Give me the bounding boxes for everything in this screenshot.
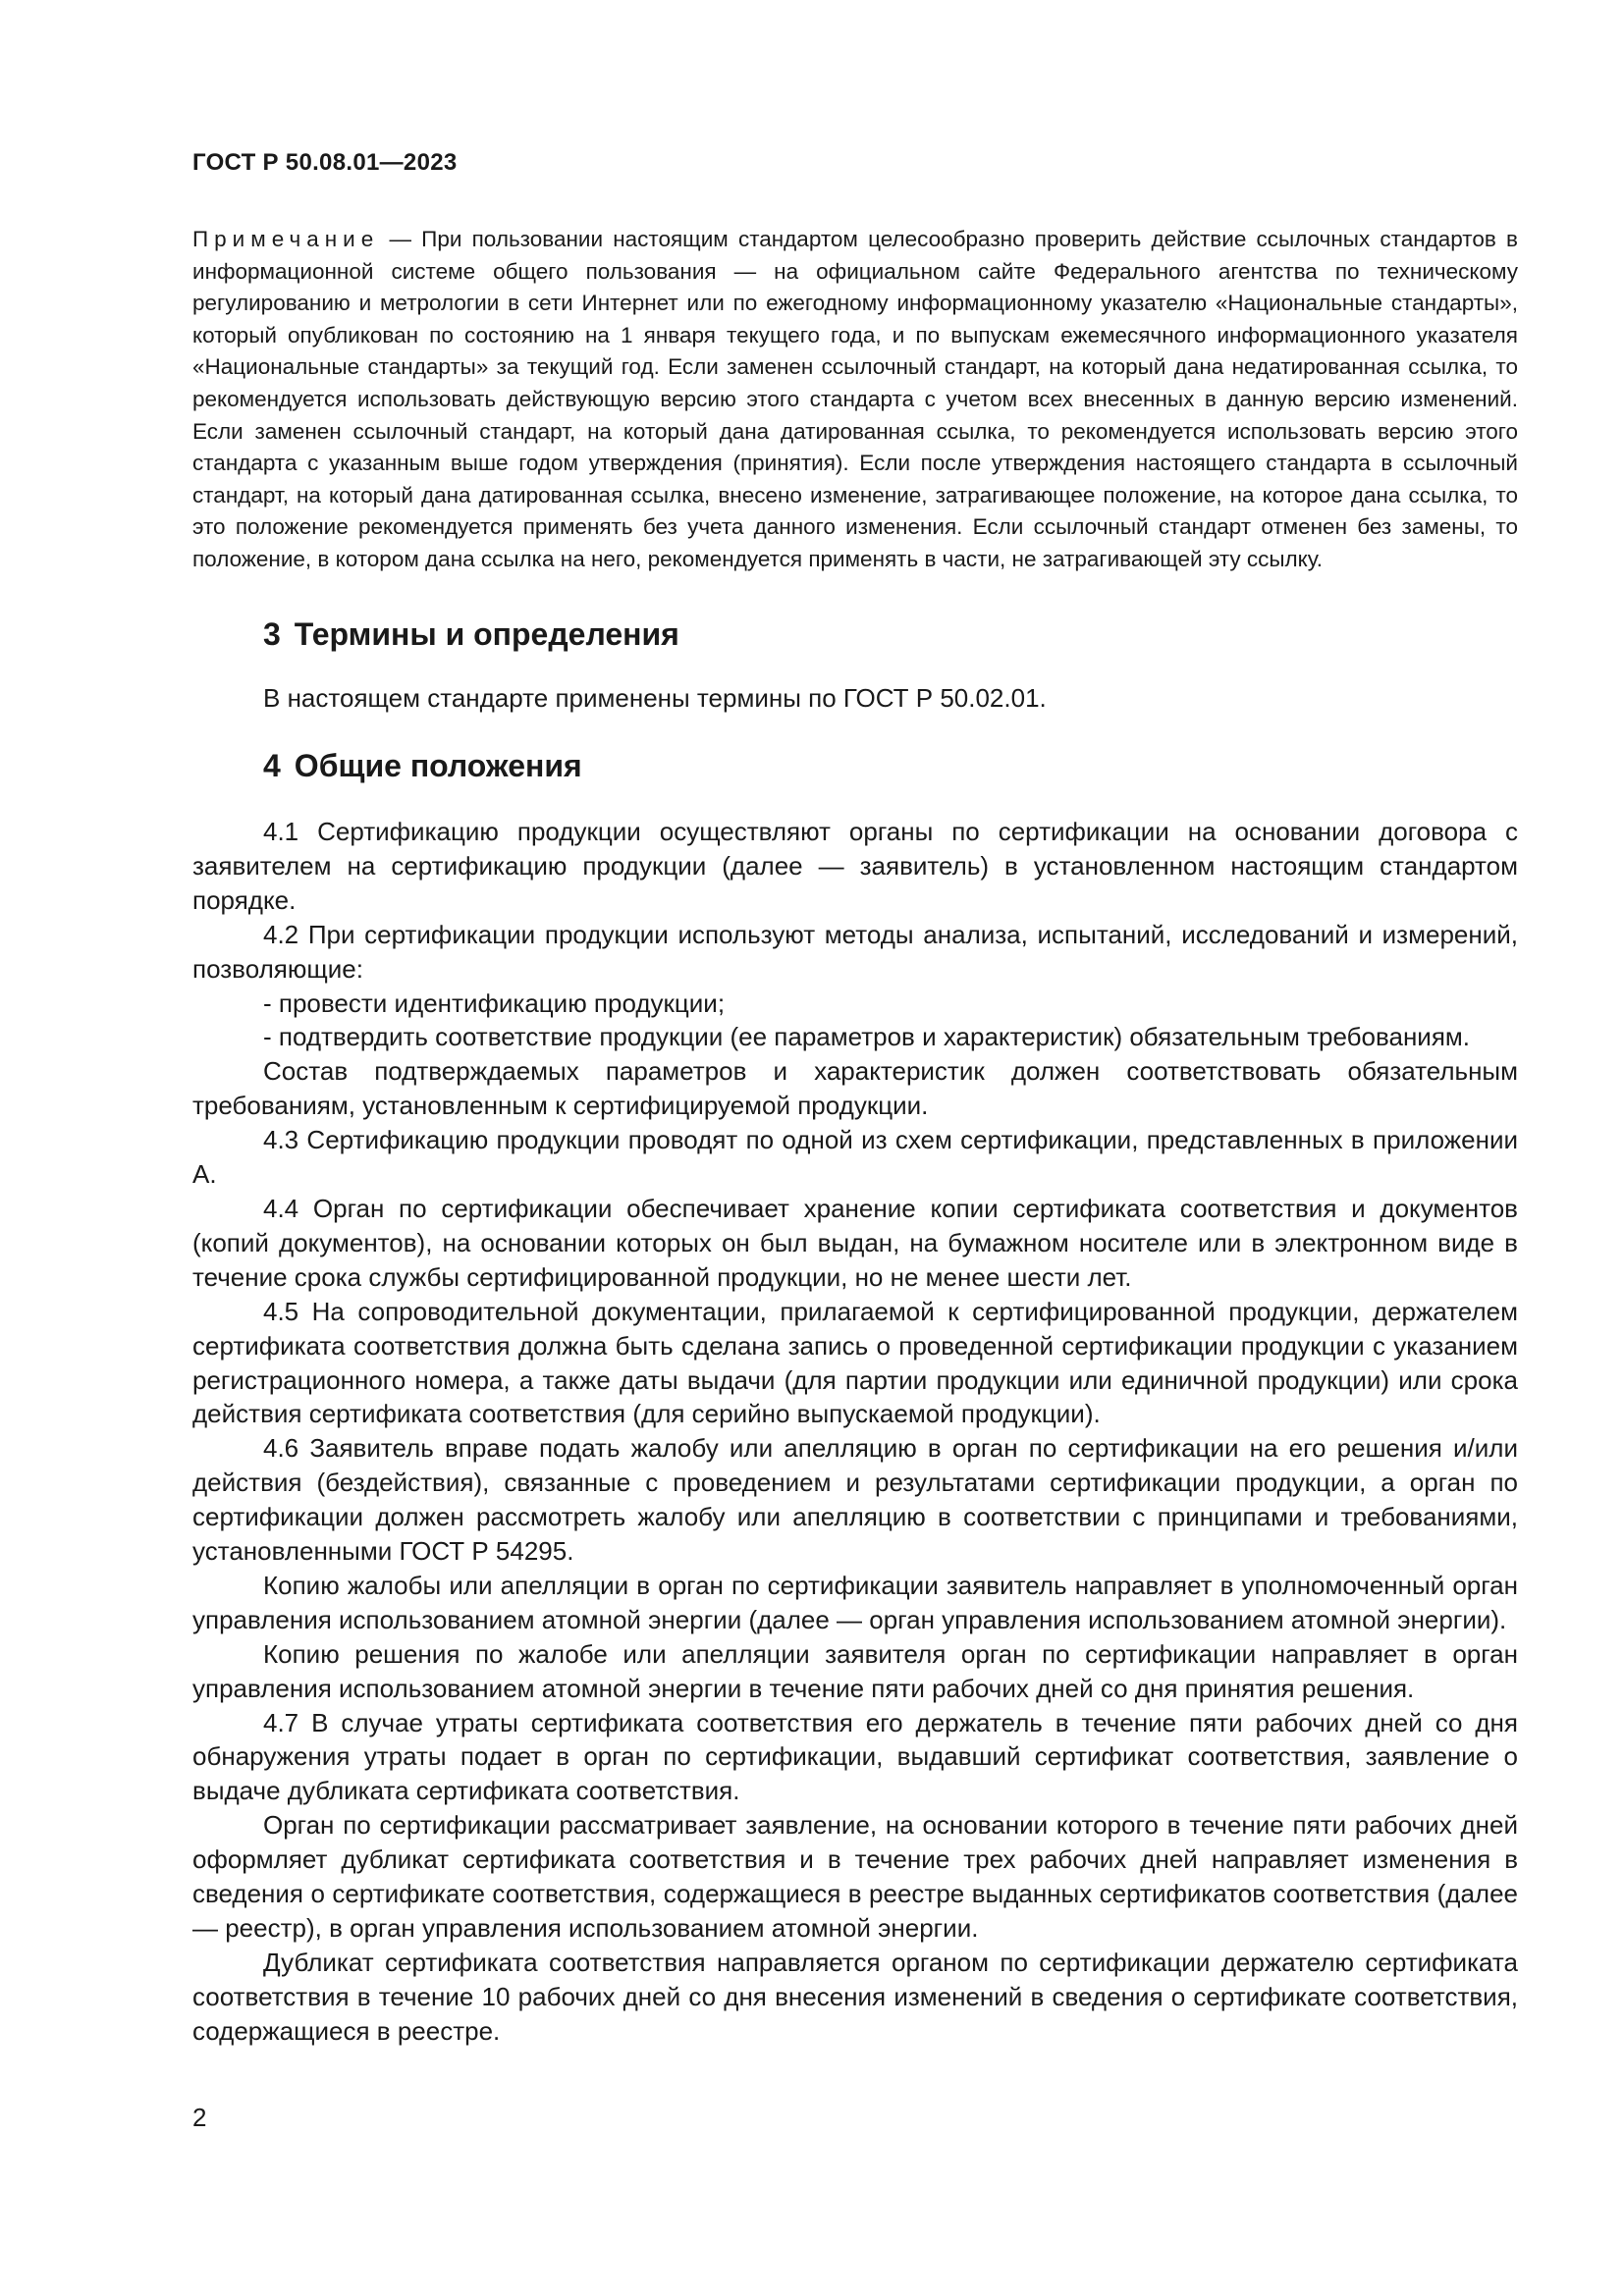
section-3-heading (263, 616, 679, 653)
section-3-title: Термины и определения (294, 616, 679, 652)
section-3-number: 3 (263, 616, 281, 652)
section-4-heading (263, 748, 582, 784)
note-label: Примечание (192, 227, 380, 251)
paragraph-4-6-decision: Копию решения по жалобе или апелляции заявителя орган по сертификации направляет в орган управления использованием атомной энергии в течение пяти рабочих дней со дня принятия решения. (192, 1638, 1518, 1703)
paragraph-4-7-duplicate: Дубликат сертификата соответствия направляется органом по сертификации держателю сертификата соответствия в течение 10 рабочих дней со дня внесения изменений в сведения о сертификате соответствия, содержащиеся в реестре. (192, 1947, 1518, 2046)
list-item: - подтвердить соответствие продукции (ее параметров и характеристик) обязательным требованиям. (263, 1022, 1471, 1052)
section-4-number: 4 (263, 748, 281, 783)
section-3-text: В настоящем стандарте применены термины по ГОСТ Р 50.02.01. (263, 683, 1047, 713)
paragraph-4-2-composition: Состав подтверждаемых параметров и характеристик должен соответствовать обязательным требованиям, установленным к сертифицируемой продукции. (192, 1056, 1518, 1121)
list-item: - провести идентификацию продукции; (263, 988, 726, 1018)
paragraph-4-4: 4.4 Орган по сертификации обеспечивает хранение копии сертификата соответствия и документов (копий документов), на основании которых он был выдан, на бумажном носителе или в электронном виде в течение срока службы сертифицированной продукции, но не менее шести лет. (192, 1193, 1518, 1292)
document-header: ГОСТ Р 50.08.01—2023 (192, 149, 458, 176)
paragraph-4-5: 4.5 На сопроводительной документации, прилагаемой к сертифицированной продукции, держателем сертификата соответствия должна быть сделана запись о проведенной сертификации продукции с указанием регистрационного номера, а также даты выдачи (для партии продукции или единичной продукции) или срока действия сертификата соответствия (для серийно выпускаемой продукции). (192, 1296, 1518, 1429)
paragraph-4-7-review: Орган по сертификации рассматривает заявление, на основании которого в течение пяти рабочих дней оформляет дубликат сертификата соответствия и в течение трех рабочих дней направляет изменения в сведения о сертификате соответствия, содержащиеся в реестре выданных сертификатов соответствия (далее — реестр), в орган управления использованием атомной энергии. (192, 1810, 1518, 1943)
paragraph-4-6-copy: Копию жалобы или апелляции в орган по сертификации заявитель направляет в уполномоченный орган управления использованием атомной энергии (далее — орган управления использованием атомной энергии). (192, 1570, 1518, 1634)
paragraph-4-7: 4.7 В случае утраты сертификата соответствия его держатель в течение пяти рабочих дней со дня обнаружения утраты подает в орган по сертификации, выдавший сертификат соответствия, заявление о выдаче дубликата сертификата соответствия. (192, 1707, 1518, 1806)
note-text: — При пользовании настоящим стандартом целесообразно проверить действие ссылочных стандартов в информационной системе общего пользования — на официальном сайте Федерального агентства по техническому регулированию и метрологии в сети Интернет или по ежегодному информационному указателю «Национальные стандарты», который опубликован по состоянию на 1 января текущего года, и по выпускам ежемесячного информационного указателя «Национальные стандарты» за текущий год. Если заменен ссылочный стандарт, на который дана недатированная ссылка, то рекомендуется использовать действующую версию этого стандарта с учетом всех внесенных в данную версию изменений. Если заменен ссылочный стандарт, на который дана датированная ссылка, то рекомендуется использовать версию этого стандарта с указанным выше годом утверждения (принятия). Если после утверждения настоящего стандарта в ссылочный стандарт, на который дана датированная ссылка, внесено изменение, затрагивающее положение, на которое дана ссылка, то это положение рекомендуется применять без учета данного изменения. Если ссылочный стандарт отменен без замены, то положение, в котором дана ссылка на него, рекомендуется применять в части, не затрагивающей эту ссылку. (192, 227, 1518, 571)
paragraph-4-2: 4.2 При сертификации продукции используют методы анализа, испытаний, исследований и измерений, позволяющие: (192, 919, 1518, 984)
paragraph-4-1: 4.1 Сертификацию продукции осуществляют органы по сертификации на основании договора с заявителем на сертификацию продукции (далее — заявитель) в установленном настоящим стандартом порядке. (192, 817, 1518, 915)
page-number: 2 (192, 2103, 207, 2132)
note-paragraph (192, 224, 1518, 576)
section-4-title: Общие положения (294, 748, 582, 783)
section-4-body (192, 815, 1518, 2049)
paragraph-4-3: 4.3 Сертификацию продукции проводят по одной из схем сертификации, представленных в приложении А. (192, 1125, 1518, 1190)
paragraph-4-6: 4.6 Заявитель вправе подать жалобу или апелляцию в орган по сертификации на его решения и/или действия (бездействия), связанные с проведением и результатами сертификации продукции, а орган по сертификации должен рассмотреть жалобу или апелляцию в соответствии с принципами и требованиями, установленными ГОСТ Р 54295. (192, 1433, 1518, 1567)
